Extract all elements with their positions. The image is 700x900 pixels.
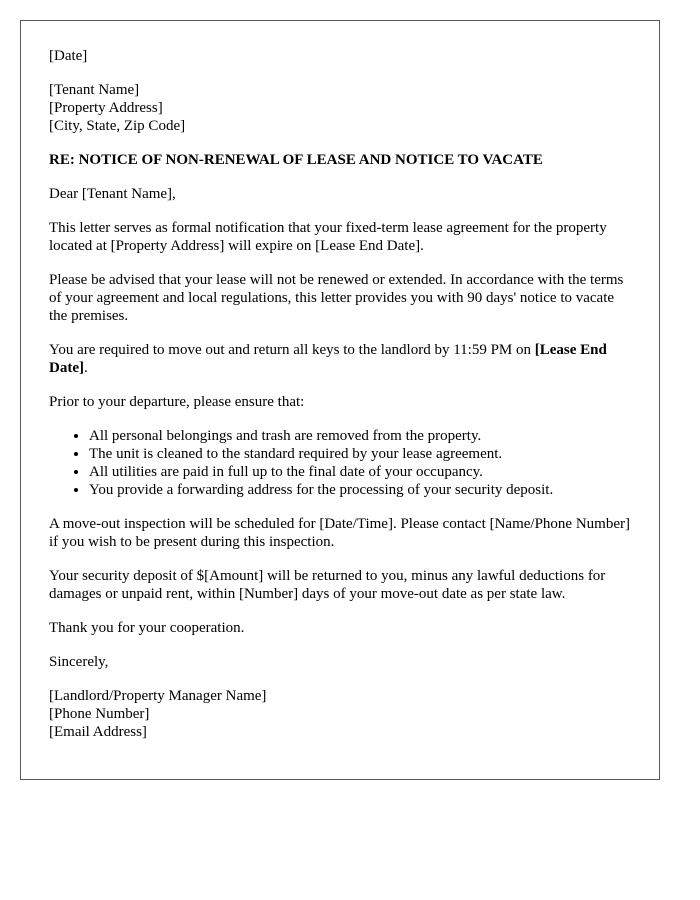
paragraph-security-deposit: Your security deposit of $[Amount] will be returned to you, minus any lawful deductions for damages or unpaid rent, within [Number] days of your move-out date as per state law. [49, 568, 606, 602]
checklist-item: • You provide a forwarding address for the processing of your security deposit. [89, 481, 631, 499]
paragraph-non-renewal: Please be advised that your lease will not be renewed or extended. In accordance with the terms of your agreement and local regulations, this letter provides you with 90 days' notice to vacate the premises. [49, 272, 624, 324]
recipient-property-address: [Property Address] [49, 100, 163, 116]
letter-subject: RE: NOTICE OF NON-RENEWAL OF LEASE AND NOTICE TO VACATE [49, 152, 543, 168]
checklist-item: • The unit is cleaned to the standard required by your lease agreement. [89, 445, 631, 463]
move-out-deadline-period: . [83, 360, 88, 376]
paragraph-move-out-deadline [49, 341, 631, 377]
closing: Sincerely, [49, 654, 109, 670]
checklist-item: • All utilities are paid in full up to the final date of your occupancy. [89, 463, 631, 481]
signature-email: [Email Address] [49, 724, 147, 740]
recipient-address-block [49, 81, 631, 135]
paragraph-lease-expiration: This letter serves as formal notification that your fixed-term lease agreement for the property located at [Property Address] will expire on [Lease End Date]. [49, 220, 607, 254]
signature-phone: [Phone Number] [49, 706, 150, 722]
thank-you-line: Thank you for your cooperation. [49, 620, 245, 636]
signature-block [49, 687, 631, 741]
recipient-city-state-zip: [City, State, Zip Code] [49, 118, 186, 134]
checklist-intro: Prior to your departure, please ensure that: [49, 394, 305, 410]
letter-date: [Date] [49, 48, 88, 64]
paragraph-inspection: A move-out inspection will be scheduled for [Date/Time]. Please contact [Name/Phone Number] if you wish to be present during this inspection. [49, 516, 630, 550]
checklist-item: • All personal belongings and trash are removed from the property. [89, 427, 631, 445]
departure-checklist [49, 427, 631, 499]
move-out-deadline-text: You are required to move out and return all keys to the landlord by 11:59 PM on [49, 342, 535, 358]
recipient-name: [Tenant Name] [49, 82, 140, 98]
salutation: Dear [Tenant Name], [49, 186, 176, 202]
letter-document [20, 20, 660, 780]
signature-name: [Landlord/Property Manager Name] [49, 688, 267, 704]
lease-end-date-bold: [Lease End Date] [49, 342, 607, 376]
